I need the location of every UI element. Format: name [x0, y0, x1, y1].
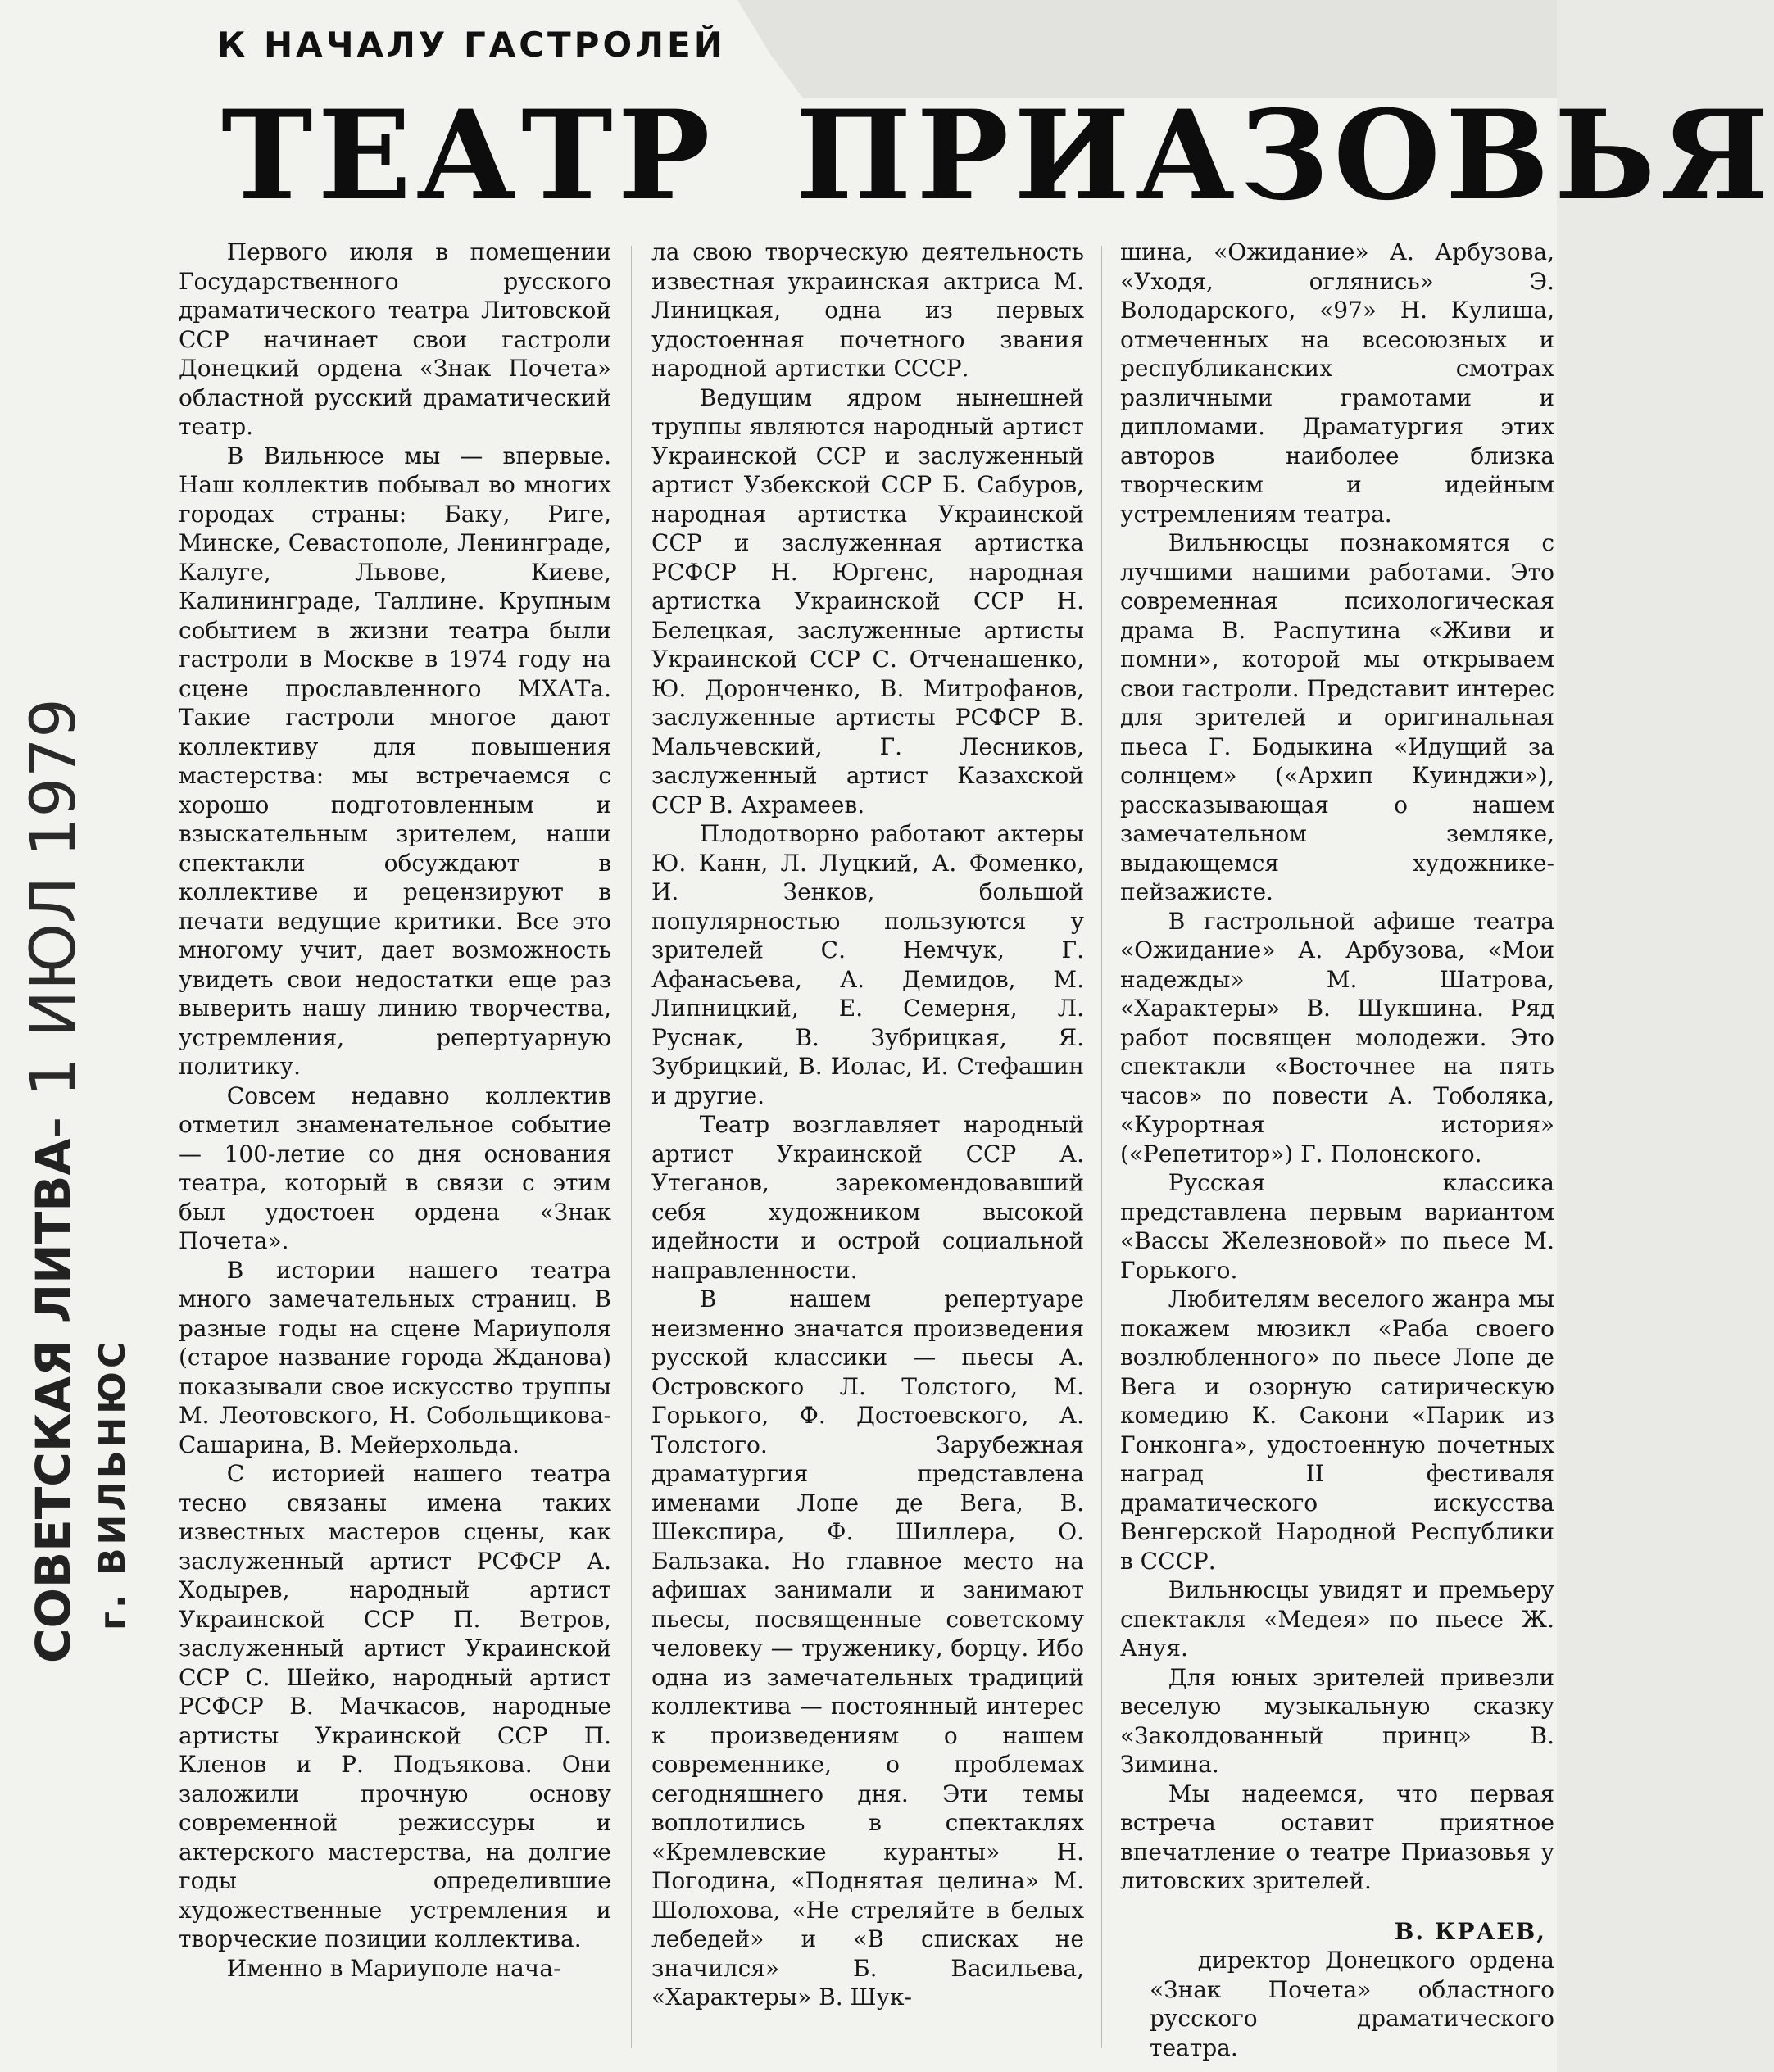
paragraph: ла свою творческую деятельность известная украинская актриса М. Линицкая, одна из первых удостоенная почетного звания народной артистки СССР.	[651, 238, 1084, 382]
author-signature	[1120, 1917, 1554, 2063]
column-divider	[631, 246, 632, 2048]
paragraph: В гастрольной афише театра «Ожидание» А. Арбузова, «Мои надежды» М. Шатрова, «Характеры» В. Шукшина. Ряд работ посвящен молодежи. Это спектакли «Восточнее на пять часов» по повести А. Тоболяка, «Курортная история» («Репетитор») Г. Полонского.	[1120, 907, 1554, 1167]
paragraph: Вильнюсцы познакомятся с лучшими нашими работами. Это современная психологическая драма В. Распутина «Живи и помни», которой мы открываем свои гастроли. Представит интерес для зрителей и оригинальная пьеса Г. Бодыкина «Идущий за солнцем» («Архип Куинджи»), рассказывающая о нашем замечательном земляке, выдающемся художнике-пейзажисте.	[1120, 529, 1554, 905]
paragraph: Ведущим ядром нынешней труппы являются народный артист Украинской ССР и заслуженный артист Узбекской ССР Б. Сабуров, народная артистка Украинской ССР и заслуженная артистка РСФСР Н. Юргенс, народная артистка Украинской ССР Н. Белецкая, заслуженные артисты Украинской ССР С. Отченашенко, Ю. Доронченко, В. Митрофанов, заслуженные артисты РСФСР В. Мальчевский, Г. Лесников, заслуженный артист Казахской ССР В. Ахрамеев.	[651, 383, 1084, 818]
stamp-city: г. ВИЛЬНЮС	[92, 1338, 134, 1630]
paragraph: Совсем недавно коллектив отметил знаменательное событие — 100-летие со дня основания театра, который в связи с этим был удостоен ордена «Знак Почета».	[179, 1081, 611, 1254]
margin-stamp	[16, 698, 156, 1663]
article-column-2	[651, 238, 1084, 2012]
paragraph: Русская классика представлена первым вариантом «Вассы Железновой» по пьесе М. Горького.	[1120, 1169, 1554, 1284]
paragraph: шина, «Ожидание» А. Арбузова, «Уходя, оглянись» Э. Володарского, «97» Н. Кулиша, отмеченных на всесоюзных и республиканских смотрах различными грамотами и дипломами. Драматургия этих авторов наиболее близка творческим и идейным устремлениям театра.	[1120, 238, 1554, 528]
paragraph: В нашем репертуаре неизменно значатся произведения русской классики — пьесы А. Островского Л. Толстого, М. Горького, Ф. Достоевского, А. Толстого. Зарубежная драматургия представлена именами Лопе де Вега, В. Шекспира, Ф. Шиллера, О. Бальзака. Но главное место на афишах занимали и занимают пьесы, посвященные советскому человеку — труженику, борцу. Ибо одна из замечательных традиций коллектива — постоянный интерес к произведениям о нашем современнике, о проблемах сегодняшнего дня. Эти темы воплотились в спектаклях «Кремлевские куранты» Н. Погодина, «Поднятая целина» М. Шолохова, «Не стреляйте в белых лебедей» и «В списках не значился» Б. Васильева, «Характеры» В. Шук-	[651, 1285, 1084, 2011]
stamp-newspaper-name: СОВЕТСКАЯ ЛИТВА	[25, 1138, 81, 1663]
paragraph: В истории нашего театра много замечательных страниц. В разные годы на сцене Мариуполя (старое название города Жданова) показывали свое искусство труппы М. Леотовского, Н. Собольщикова-Сашарина, В. Мейерхольда.	[179, 1256, 611, 1458]
headline: ТЕАТР ПРИАЗОВЬЯ	[221, 84, 1774, 228]
rubric: К НАЧАЛУ ГАСТРОЛЕЙ	[217, 25, 726, 65]
paragraph: С историей нашего театра тесно связаны имена таких известных мастеров сцены, как заслуженный артист РСФСР А. Ходырев, народный артист Украинской ССР П. Ветров, заслуженный артист Украинской ССР С. Шейко, народный артист РСФСР В. Мачкасов, народные артисты Украинской ССР П. Кленов и Р. Подъякова. Они заложили прочную основу современной режиссуры и актерского мастерства, на долгие годы определившие художественные устремления и творческие позиции коллектива.	[179, 1460, 611, 1952]
stamp-date: - 1 ИЮЛ 1979	[16, 698, 89, 1139]
paragraph: Плодотворно работают актеры Ю. Канн, Л. Луцкий, А. Фоменко, И. Зенков, большой популярностью пользуются у зрителей С. Немчук, Г. Афанасьева, А. Демидов, М. Липницкий, Е. Семерня, Л. Руснак, В. Зубрицкая, Я. Зубрицкий, В. Иолас, И. Стефашин и другие.	[651, 820, 1084, 1109]
paragraph: В Вильнюсе мы — впервые. Наш коллектив побывал во многих городах страны: Баку, Риге, Минске, Севастополе, Ленинграде, Калуге, Львове, Киеве, Калининграде, Таллине. Крупным событием в жизни театра были гастроли в Москве в 1974 году на сцене прославленного МХАТа. Такие гастроли многое дают коллективу для повышения мастерства: мы встречаемся с хорошо подготовленным и взыскательным зрителем, наши спектакли обсуждают в коллективе и рецензируют в печати ведущие критики. Все это многому учит, дает возможность увидеть свои недостатки еще раз выверить нашу линию творчества, устремления, репертуарную политику.	[179, 442, 611, 1080]
paragraph: Театр возглавляет народный артист Украинской ССР А. Утеганов, зарекомендовавший себя художником высокой идейности и острой социальной направленности.	[651, 1111, 1084, 1284]
paragraph: Мы надеемся, что первая встреча оставит приятное впечатление о театре Приазовья у литовских зрителей.	[1120, 1780, 1554, 1894]
paragraph: Любителям веселого жанра мы покажем мюзикл «Раба своего возлюбленного» по пьесе Лопе де Вега и озорную сатирическую комедию К. Сакони «Парик из Гонконга», удостоенную почетных наград II фестиваля драматического искусства Венгерской Народной Республики в СССР.	[1120, 1285, 1554, 1575]
paragraph: Для юных зрителей привезли веселую музыкальную сказку «Заколдованный принц» В. Зимина.	[1120, 1663, 1554, 1778]
paragraph: Первого июля в помещении Государственного русского драматического театра Литовской ССР начинает свои гастроли Донецкий ордена «Знак Почета» областной русский драматический театр.	[179, 238, 611, 440]
column-divider	[1101, 246, 1102, 2048]
paragraph: Вильнюсцы увидят и премьеру спектакля «Медея» по пьесе Ж. Ануя.	[1120, 1576, 1554, 1662]
paragraph: Именно в Мариуполе нача-	[226, 1954, 561, 1982]
article-column-3	[1120, 238, 1554, 2062]
author-title: директор Донецкого ордена «Знак Почета» областного русского драматического театра.	[1150, 1947, 1554, 2061]
author-name: В. КРАЕВ,	[1394, 1917, 1546, 1945]
article-column-1	[179, 238, 611, 1983]
